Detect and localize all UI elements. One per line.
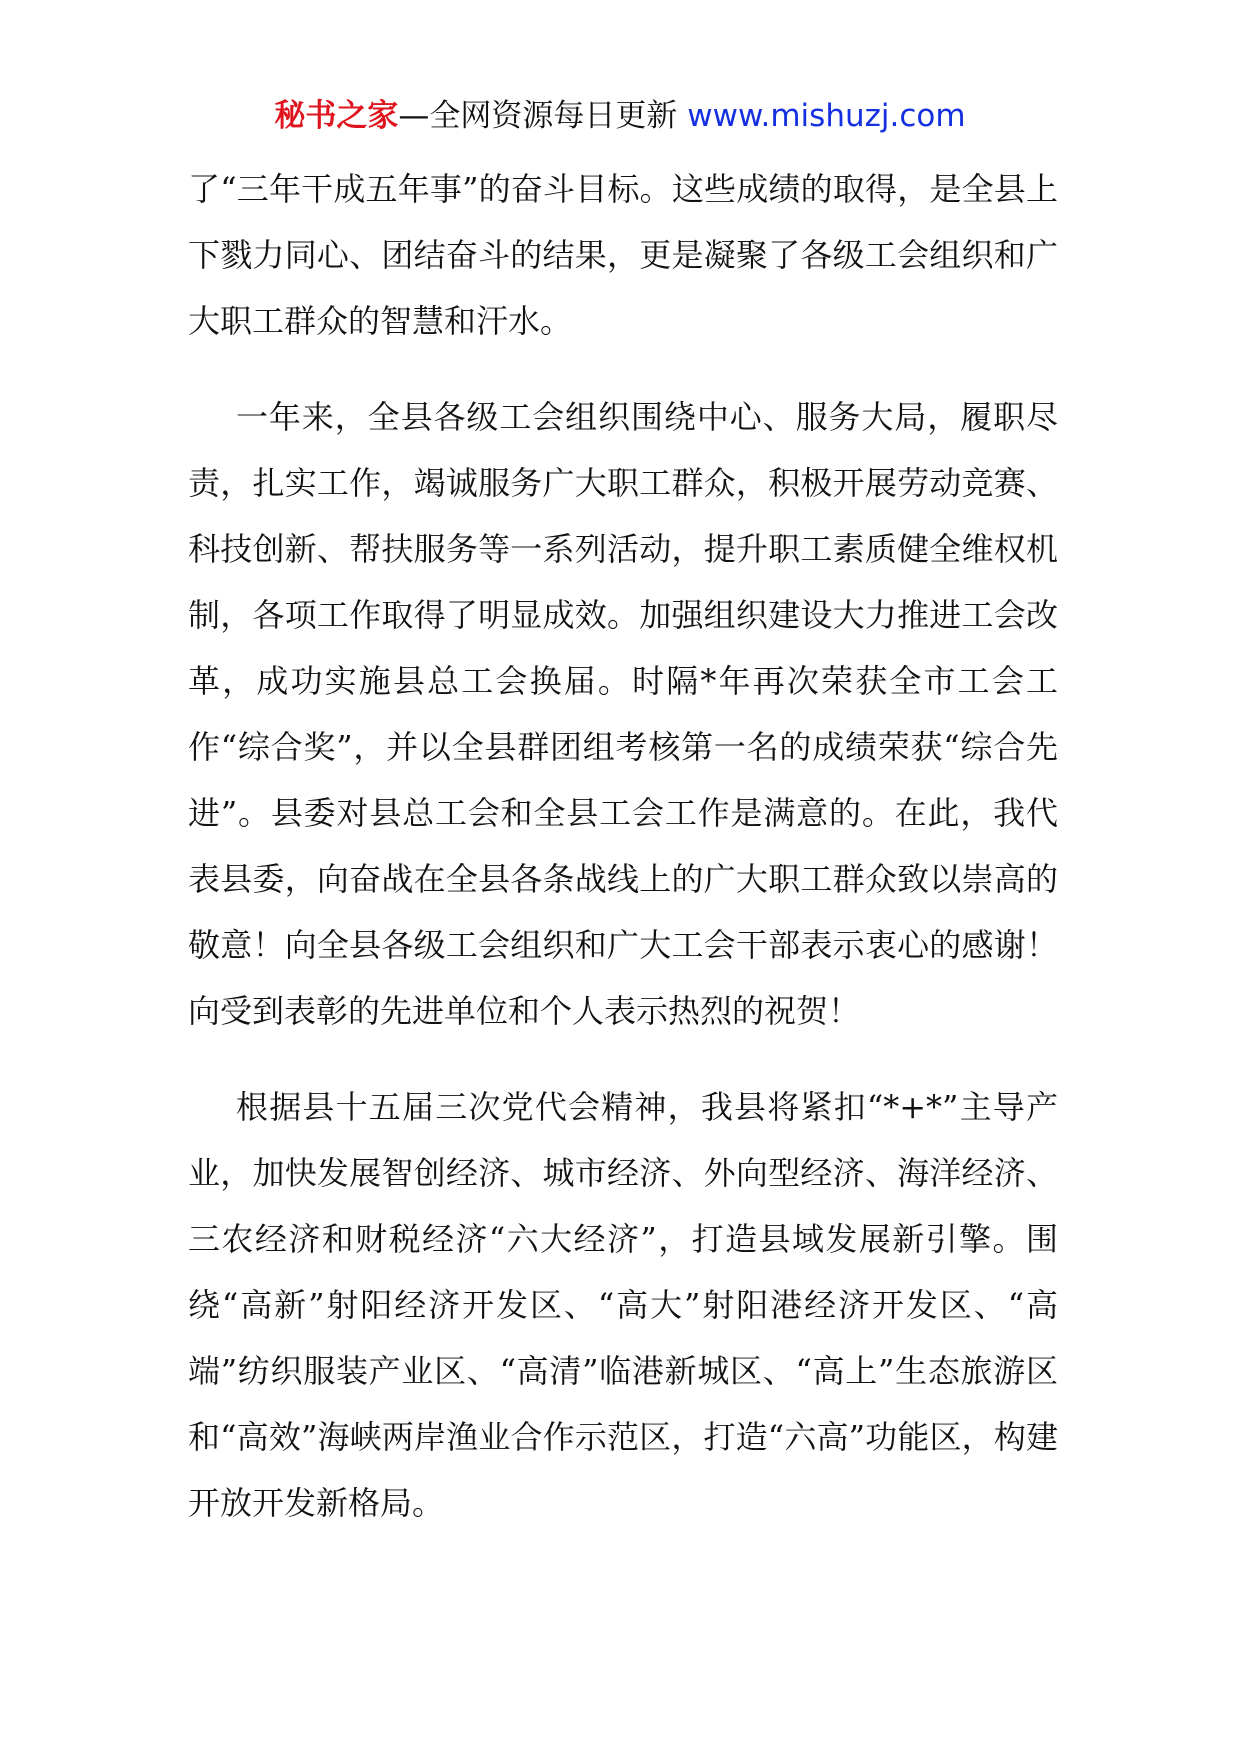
document-body bbox=[188, 156, 1058, 1566]
paragraph-development-plan: 根据县十五届三次党代会精神，我县将紧扣“*+*”主导产业，加快发展智创经济、城市经济、外向型经济、海洋经济、三农经济和财税经济“六大经济”，打造县域发展新引擎。围绕“高新”射阳经济开发区、“高大”射阳港经济开发区、“高端”纺织服装产业区、“高清”临港新城区、“高上”生态旅游区和“高效”海峡两岸渔业合作示范区，打造“六高”功能区，构建开放开发新格局。 bbox=[188, 1088, 1058, 1522]
site-header bbox=[0, 96, 1240, 136]
header-tagline: —全网资源每日更新 bbox=[398, 98, 678, 134]
site-url-link[interactable]: www.mishuzj.com bbox=[687, 98, 966, 134]
paragraph-continuation: 了“三年干成五年事”的奋斗目标。这些成绩的取得，是全县上下戮力同心、团结奋斗的结果，更是凝聚了各级工会组织和广大职工群众的智慧和汗水。 bbox=[188, 170, 1058, 340]
brand-name: 秘书之家 bbox=[274, 98, 399, 134]
paragraph-union-work: 一年来，全县各级工会组织围绕中心、服务大局，履职尽责，扎实工作，竭诚服务广大职工群众，积极开展劳动竞赛、科技创新、帮扶服务等一系列活动，提升职工素质健全维权机制，各项工作取得了明显成效。加强组织建设大力推进工会改革，成功实施县总工会换届。时隔*年再次荣获全市工会工作“综合奖”，并以全县群团组考核第一名的成绩荣获“综合先进”。县委对县总工会和全县工会工作是满意的。在此，我代表县委，向奋战在全县各条战线上的广大职工群众致以崇高的敬意！向全县各级工会组织和广大工会干部表示衷心的感谢！向受到表彰的先进单位和个人表示热烈的祝贺！ bbox=[188, 398, 1058, 1030]
